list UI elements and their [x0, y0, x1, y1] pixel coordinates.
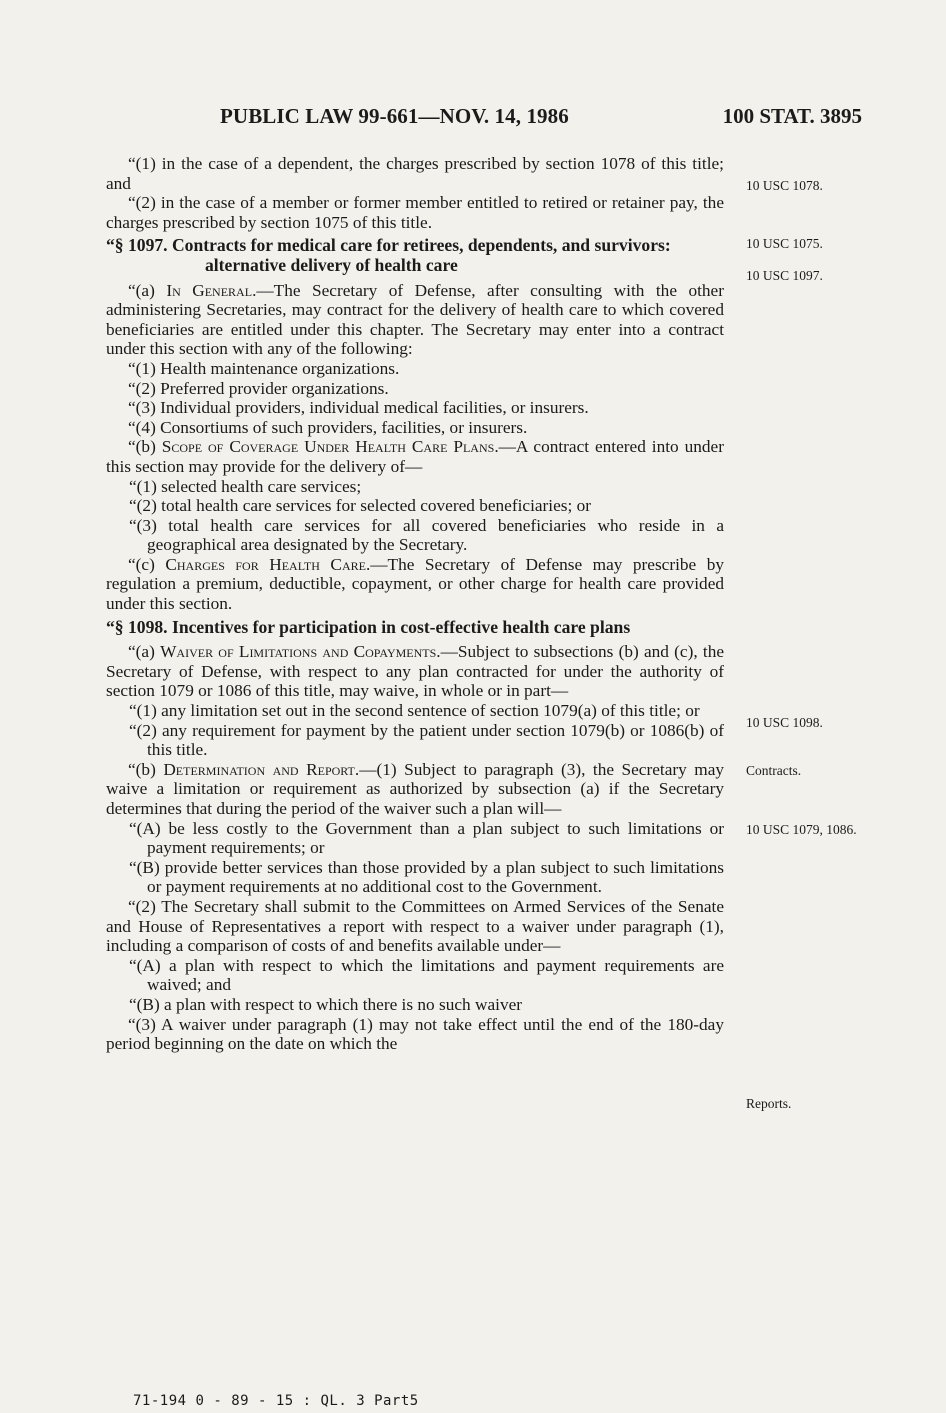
list-item: “(A) be less costly to the Government than a plan subject to such limitations or payment requirements; or	[129, 818, 724, 858]
section-1098-a: “(a) Waiver of Limitations and Copayments.—Subject to subsections (b) and (c), the Secretary of Defense, with respect to any plan contracted for under the authority of section 1079 or 1086 of this title, may waive, in whole or in part—	[106, 642, 725, 701]
side-note: Contracts.	[746, 763, 802, 778]
list-item: “(3) Individual providers, individual medical facilities, or insurers.	[128, 398, 589, 418]
list-item: “(2) any requirement for payment by the patient under section 1079(b) or 1086(b) of this title.	[129, 720, 724, 760]
caption-in-general: In General	[166, 280, 253, 300]
list-item: “(2) Preferred provider organizations.	[128, 378, 389, 398]
caption-charges: Charges for Health Care	[165, 554, 366, 574]
print-footer: 71-194 0 - 89 - 15 : QL. 3 Part5	[133, 1393, 419, 1409]
section-1098-b: “(b) Determination and Report.—(1) Subject to paragraph (3), the Secretary may waive a limitation or requirement as authorized by subsection (a) if the Secretary determines that during the period of the waiver such a plan will—	[106, 759, 724, 818]
list-item: “(1) Health maintenance organizations.	[128, 358, 400, 378]
side-note: 10 USC 1098.	[746, 715, 823, 730]
list-item: “(3) total health care services for all covered beneficiaries who reside in a geographical area designated by the Secretary.	[129, 515, 724, 555]
caption-determination: Determination and Report	[163, 759, 355, 779]
side-note: 10 USC 1079, 1086.	[746, 822, 857, 837]
section-1097-c: “(c) Charges for Health Care.—The Secretary of Defense may prescribe by regulation a premium, deductible, copayment, or other charge for health care provided under this section.	[106, 554, 724, 614]
section-1097-heading: “§ 1097. Contracts for medical care for retirees, dependents, and survivors: alternative delivery of health care	[106, 235, 671, 275]
section-1097-a: “(a) In General.—The Secretary of Defense, after consulting with the other administering Secretaries, may contract for the delivery of health care to which covered beneficiaries are entitled under this chapter. The Secretary may enter into a contract under this section with any of the following:	[106, 280, 724, 359]
paragraph-1078: “(1) in the case of a dependent, the charges prescribed by section 1078 of this title; and	[106, 154, 724, 193]
list-item: “(1) selected health care services;	[129, 476, 362, 496]
list-item: “(B) provide better services than those provided by a plan subject to such limitations or payment requirements at no additional cost to the Government.	[129, 857, 724, 897]
side-note: 10 USC 1075.	[746, 236, 823, 251]
section-1098-b3: “(3) A waiver under paragraph (1) may not take effect until the end of the 180-day period beginning on the date on which the	[106, 1014, 724, 1054]
list-item: “(4) Consortiums of such providers, facilities, or insurers.	[128, 417, 528, 437]
side-note: Reports.	[746, 1096, 792, 1111]
page-header-stat: 100 STAT. 3895	[722, 104, 862, 128]
caption-waiver: Waiver of Limitations and Copayments	[160, 642, 437, 662]
list-item: “(B) a plan with respect to which there is no such waiver	[129, 994, 523, 1014]
section-1098-b2: “(2) The Secretary shall submit to the Committees on Armed Services of the Senate and House of Representatives a report with respect to a waiver under paragraph (1), including a comparison of costs of and benefits available under—	[106, 896, 724, 956]
side-note: 10 USC 1097.	[746, 268, 823, 283]
list-item: “(A) a plan with respect to which the limitations and payment requirements are waived; and	[129, 955, 724, 995]
caption-scope-of-coverage: Scope of Coverage Under Health Care Plans	[161, 437, 495, 457]
page-header-title: PUBLIC LAW 99-661—NOV. 14, 1986	[220, 104, 569, 128]
paragraph-1075: “(2) in the case of a member or former member entitled to retired or retainer pay, the charges prescribed by section 1075 of this title.	[106, 193, 724, 232]
list-item: “(2) total health care services for selected covered beneficiaries; or	[129, 496, 592, 516]
section-1097-b: “(b) Scope of Coverage Under Health Care Plans.—A contract entered into under this section may provide for the delivery of—	[106, 437, 724, 476]
document-body	[106, 154, 724, 1054]
side-note: 10 USC 1078.	[746, 178, 823, 193]
list-item: “(1) any limitation set out in the second sentence of section 1079(a) of this title; or	[129, 701, 700, 721]
section-1098-heading: “§ 1098. Incentives for participation in cost-effective health care plans	[106, 616, 631, 637]
